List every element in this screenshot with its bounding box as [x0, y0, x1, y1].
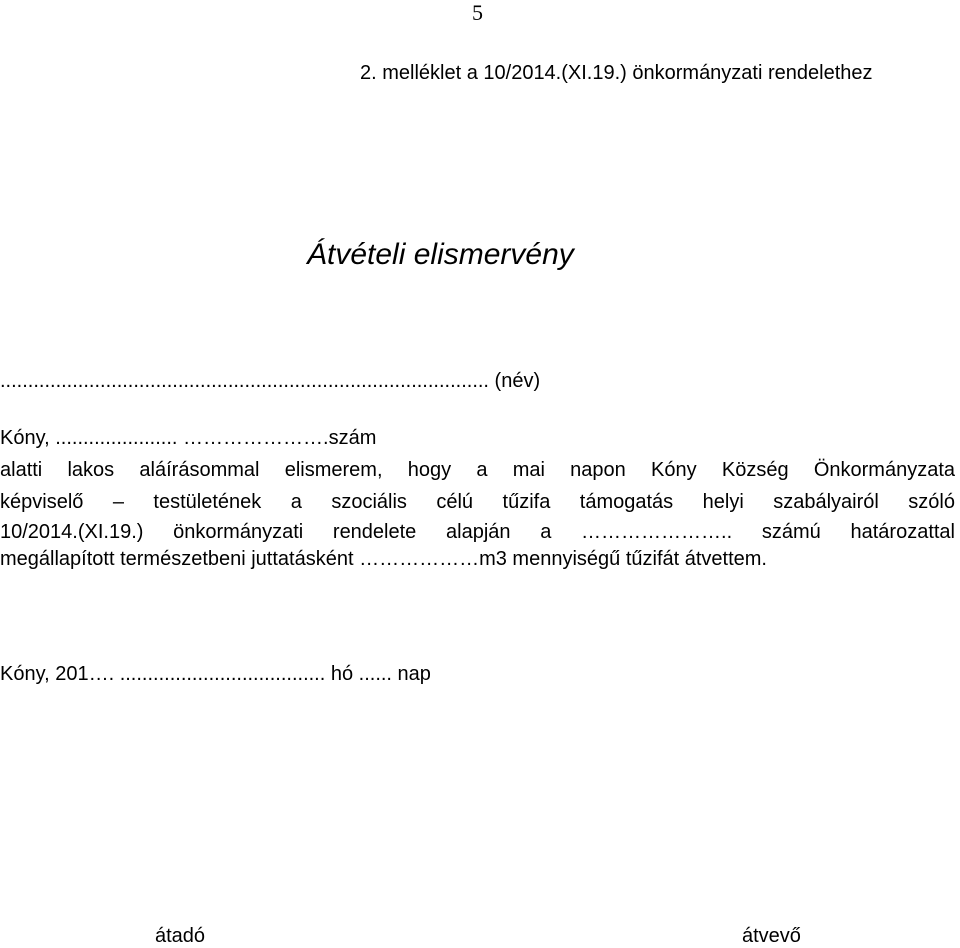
name-field-line: ........................................................................................ (név)	[0, 370, 541, 392]
date-line: Kóny, 201…. ..................................... hó ...... nap	[0, 663, 431, 685]
body-line-3: képviselő – testületének a szociális célú tűzifa támogatás helyi szabályairól szóló	[0, 491, 955, 513]
body-line-4: 10/2014.(XI.19.) önkormányzati rendelete alapján a ………………….. számú határozattal	[0, 521, 955, 543]
signature-label-receiver: átvevő	[742, 925, 801, 947]
body-line-2: alatti lakos aláírásommal elismerem, hogy a mai napon Kóny Község Önkormányzata	[0, 459, 955, 481]
annex-reference: 2. melléklet a 10/2014.(XI.19.) önkormányzati rendelethez	[360, 62, 873, 84]
body-line-address: Kóny, ...................... ………………….szám	[0, 427, 377, 449]
signature-label-giver: átadó	[155, 925, 206, 947]
page-number: 5	[472, 0, 483, 25]
body-line-5: megállapított természetbeni juttatásként ………………m3 mennyiségű tűzifát átvettem.	[0, 548, 767, 570]
document-title: Átvételi elismervény	[307, 238, 574, 271]
